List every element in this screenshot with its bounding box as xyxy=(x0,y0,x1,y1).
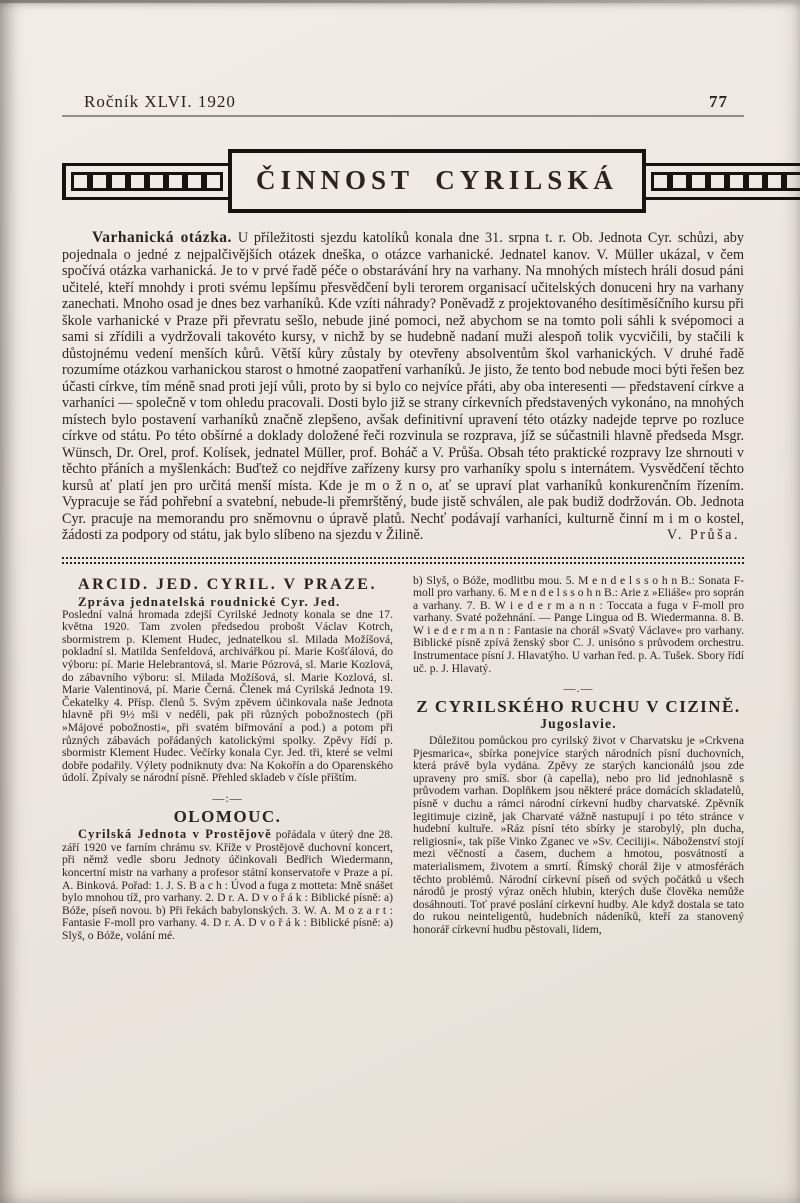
ornament-square xyxy=(727,172,746,191)
ornament-square xyxy=(204,172,223,191)
ornament-square xyxy=(185,172,204,191)
ornament-square xyxy=(71,172,90,191)
olomouc-lead-in: Cyrilská Jednota v Prostějově xyxy=(78,827,272,842)
olomouc-continuation: b) Slyš, o Bóže, modlitbu mou. 5. M e n d e l s s o h n B.: Sonata F-moll pro varhany. 6. M e n d e l s s o h n B.: Arie z »Eliáše« pro soprán a varhany. 7. B. W i e d e r m a n n : Toccata a fuga v F-moll pro varhany. Svaté požehnání. — Pange Lingua od B. Wiedermanna. 8. B. W i e d e r m a n n : Fantasie na chorál »Svatý Václave« pro varhany. Biblické písně zpívá ženský sbor C. J. unisóno s průvodem orchestru. Instrumentace písní J. Hlavatýho. U varhan řed. p. A. Tušek. Sbory řídí uč. p. J. Hlavatý. xyxy=(413,573,744,675)
subheading-zprava-jednatelska: Zpráva jednatelská roudnické Cyr. Jed. xyxy=(78,595,341,610)
ornament-strip-right xyxy=(646,163,800,200)
ornament-square xyxy=(109,172,128,191)
ornament-square xyxy=(90,172,109,191)
two-column-section xyxy=(62,575,744,943)
heading-cyrilsky-ruch-v-cizine: Z CYRILSKÉHO RUCHU V CIZINĚ. xyxy=(416,696,741,716)
lead-article-paragraph xyxy=(62,230,744,544)
olomouc-body xyxy=(62,828,393,942)
ornament-square xyxy=(746,172,765,191)
mini-divider-left: —:— xyxy=(212,791,243,805)
right-column xyxy=(413,575,744,943)
mini-divider-right: —.— xyxy=(563,681,594,696)
page-number: 77 xyxy=(709,92,728,111)
ornament-square xyxy=(166,172,185,191)
jugoslavie-body: Důležitou pomůckou pro cyrilský život v Charvatsku je »Crkvena Pjesmarica«, sbírka ponejvíce starých národních písní duchovních, která právě byla vydána. Zpěvy ze starých kancionálů jsou zde upraveny pro smíš. sbor (à capella), nebo pro lid jednohlasně s průvodem varhan. Doplňkem jsou některé práce domácích skladatelů, písně v duchu a rámci národní církevní hudby charvatské. Zpěvník legitimuje cizině, jak Charvaté vážně nastupují i po této stránce v hudební kultuře. »Ráz písní této sbírky je starobylý, pln ducha, religiosní«, tak píše Vinko Zganec ve »Sv. Ceciliji«. Náboženství stojí mezi věčností a časem, duchem a hmotou, posvátností a materialismem, životem a smrtí. Římský chorál žije v atmosférách těchto problémů. Národní církevní píseň od svých počátků u všech národů je prostý výraz oněch hlubin, kterých duše člověka nemůže dosáhnouti. Toť pravé poslání církevní hudby. Ale když dostala se tato do rukou neinteligentů, hudebních nádeníků, kteří za stanovený honorář církevní hudbu pěstovali, lidem, xyxy=(413,734,744,936)
ornament-strip-left xyxy=(62,163,228,200)
header-rule xyxy=(62,115,744,117)
heading-olomouc: OLOMOUC. xyxy=(173,806,282,826)
ornament-square xyxy=(670,172,689,191)
lead-article-body: U příležitosti sjezdu katolíků konala dne 31. srpna t. r. Ob. Jednota Cyr. schůzi, aby pojednala o jedné z nejpalčivějších otázek dneška, o otázce varhanické. Jednatel kanov. V. Müller ukázal, v čem spočívá otázka varhanická. Je to v prvé řadě péče o obstarávání hry na varhany. Na mnohých místech hráli dosud páni učitelé, kteří mnohdy i proti svému lepšímu přesvědčení byli terorem organisací učitelských donuceni hry na varhany zanechati. Mnoho osad je dnes bez varhaníků. Kde vzíti náhrady? Poněvadž z projektovaného desítiměsíčního kursu při škole varhanické v Praze při převratu sešlo, nebude jiné pomoci, než abychom se na tomto poli sáhli k svépomoci a sami si zřídili a vydržovali takovéto kursy, v nichž by se hudebně nadaní muži alespoň tolik vycvičili, by stačili k důstojnému vedení menších kůrů. Větší kůry zůstaly by otevřeny absolventům škol varhanických. V druhé řadě rozumíme otázkou varhanickou starost o hmotné zaopatření varhaníků. Je jisto, že tento bod nebude moci býti řešen bez účasti církve, tím méně snad proti její vůli, proto by si bylo co nejvíce přáti, aby oba interesenti — představení církve a varhaníci — společně v tom ohledu pracovali. Dosti bylo již se strany církevních představených vykonáno, na mnohých místech bylo postavení varhaníků značně zlepšeno, avšak definitivní upravení této otázky nadejde teprve po rozluce církve od státu. Po této obšírné a doklady doložené řeči rozvinula se rozprava, jíž se súčastnili hlavně předseda Msgr. Wünsch, Dr. Orel, prof. Kolísek, jednatel Müller, prof. Boháč a V. Průša. Obsah této praktické rozpravy lze shrnouti v těchto přáních a myšlenkách: Buďtež co nejdříve zařízeny kursy pro varhaníky spolu s internátem. Vysvědčení těchto kursů ať platí jen pro určitá menší místa. Kde je m o ž n o, ať se upraví plat varhaníků konkurenčním řízením. Vypracuje se řád pohřební a svatební, nebude-li přemrštěný, bude jistě schválen, ale pak budiž dodržován. Ob. Jednota Cyr. pracuje na memorandu pro sněmovnu o úpravě platů. Nechť podávají varhaníci, kulturně činní m i m o kostel, žádosti za podpory od státu, jak bylo slíbeno na sjezdu v Žilině. xyxy=(62,230,744,543)
ornament-square xyxy=(689,172,708,191)
heading-arcid-jed-cyril: ARCID. JED. CYRIL. V PRAZE. xyxy=(78,575,377,593)
page-header xyxy=(62,92,744,112)
lead-article xyxy=(62,230,744,544)
section-banner xyxy=(62,149,744,213)
olomouc-text: pořádala v úterý dne 28. září 1920 ve farním chrámu sv. Kříže v Prostějově duchovní koncert, při němž vedle sboru Jednoty účinkovali Bedřich Wiedermann, koncertní mistr na varhany a profesor státní konservatoře v Praze a pí. A. Binková. Pořad: 1. J. S. B a c h : Úvod a fuga z motteta: Mně snášet bylo mnohou tíž, pro varhany. 2. D r. A. D v o ř á k : Biblické písně: a) Bóže, píseň novou. b) Při řekách babylonských. 3. W. A. M o z a r t : Fantasie F-moll pro varhany. 4. D r. A. D v o ř á k : Biblické písně: a) Slyš, o Bóže, volání mé. xyxy=(62,828,394,942)
ornament-square xyxy=(128,172,147,191)
lead-article-signature: V. Průša. xyxy=(666,527,740,543)
dotted-rule xyxy=(62,557,744,564)
ornament-square xyxy=(765,172,784,191)
left-column xyxy=(62,575,393,943)
ornament-square xyxy=(147,172,166,191)
section-title: ČINNOST CYRILSKÁ xyxy=(228,149,646,213)
subheading-jugoslavie: Jugoslavie. xyxy=(540,716,617,732)
ornament-square xyxy=(784,172,800,191)
volume-label: Ročník XLVI. 1920 xyxy=(84,92,236,111)
prague-report-body: Poslední valná hromada zdejší Cyrilské Jednoty konala se dne 17. května 1920. Tam zvolen předsedou probošt Václav Kotrch, sbormistrem p. Klement Hudec, jednatelkou sl. Milada Možíšová, pokladní sl. Matilda Senfeldová, archivářkou pí. Marie Košťálová, do výboru: pí. Marie Helebrantová, sl. Marie Pózrová, sl. Marie Kozlová, do zábavního výboru: sl. Milada Možíšová, sl. Marie Kozlová, sl. Marie Valentinová, pí. Marie Černá. Členek má Cyrilská Jednota 19. Čekatelky 4. Přísp. členů 5. Svým zpěvem účinkovala naše Jednota hlavně při 9½ mši v neděli, pak při různých pobožnostech (při »Májové pobožnosti«, při svatém biřmování a pod.) a potom při různých zábavách pořádaných katolickými spolky. Zpěvy řídí p. sbormistr Klement Hudec. Večírky konala Cyr. Jed. tři, které se velmi dobře podařily. Výlety podniknuty dva: Na Kokořín a do Oparenského údolí. Zpívaly se národní písně. Přehled skladeb v čísle příštím. xyxy=(62,607,393,785)
ornament-square xyxy=(651,172,670,191)
ornament-square xyxy=(708,172,727,191)
lead-article-title: Varhanická otázka. xyxy=(92,229,232,246)
